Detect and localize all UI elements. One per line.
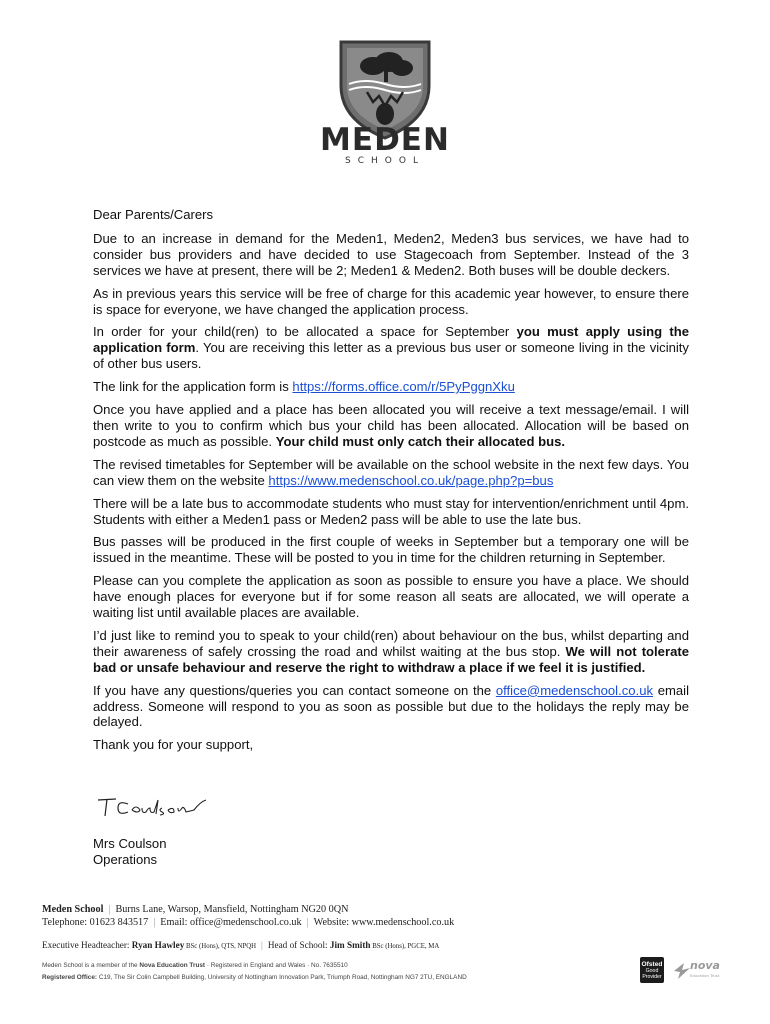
paragraph-allocation bbox=[93, 402, 689, 450]
text: I’d just like to remind you to speak to your child(ren) about behaviour on the bus, whilst departing and their awareness of safely crossing the road and whilst waiting at the bus stop. bbox=[93, 627, 689, 659]
ofsted-grade: Good bbox=[645, 968, 659, 974]
registered-office-label: Registered Office: bbox=[42, 974, 98, 981]
signoff-block bbox=[93, 836, 167, 868]
paragraph-late-bus: There will be a late bus to accommodate students who must stay for intervention/enrichment until 4pm. Students with either a Meden1 pass or Meden2 pass will be able to use the late bus. bbox=[93, 495, 689, 527]
letterhead-footer bbox=[42, 903, 742, 950]
trust-name: Nova Education Trust bbox=[139, 962, 206, 969]
footer-contact-line bbox=[42, 916, 742, 929]
greeting: Dear Parents/Carers bbox=[93, 207, 214, 222]
trust-line bbox=[42, 960, 467, 972]
text: email address. Someone will respond to you as soon as possible but due to the holidays the reply may be delayed. bbox=[93, 682, 689, 730]
emphasis: We will not tolerate bad or unsafe behaviour and reserve the right to withdraw a place if we feel it is justified. bbox=[93, 643, 689, 675]
text: The revised timetables for September will be available on the school website in the next few days. You can view them on the website bbox=[93, 456, 689, 488]
emphasis: Your child must only catch their allocated bus. bbox=[275, 433, 566, 449]
exec-head-quals: BSc (Hons), QTS, NPQH bbox=[184, 943, 257, 950]
text: The link for the application form is bbox=[93, 379, 293, 395]
paragraph-free-service: As in previous years this service will be free of charge for this academic year however, to ensure there is space for everyone, we have changed the application process. bbox=[93, 285, 689, 317]
footer-telephone: Telephone: 01623 843517 bbox=[42, 917, 149, 928]
letter-body bbox=[93, 207, 689, 760]
footer-email: Email: office@medenschool.co.uk bbox=[160, 917, 302, 928]
separator: | bbox=[261, 940, 263, 950]
bus-page-link[interactable]: https://www.medenschool.co.uk/page.php?p=bus bbox=[268, 472, 554, 488]
thanks-line: Thank you for your support, bbox=[93, 737, 254, 753]
application-form-link[interactable]: https://forms.office.com/r/5PyPggnXku bbox=[292, 379, 515, 395]
signer-name: Mrs Coulson bbox=[93, 836, 167, 851]
paragraph-demand: Due to an increase in demand for the Meden1, Meden2, Meden3 bus services, we have had to consider bus providers and have decided to use Stagecoach from September. Instead of the 3 services we have at present, there will be 2; Meden1 & Meden2. Both buses will be double deckers. bbox=[93, 230, 689, 278]
text: Meden School is a member of the bbox=[42, 962, 140, 969]
paragraph-complete-soon: Please can you complete the application as soon as possible to ensure you have a place. We should have enough places for everyone but if for some reason all seats are allocated, we will operate a waiting list until available places are available. bbox=[93, 573, 689, 621]
separator: | bbox=[108, 904, 111, 915]
footer-address: Burns Lane, Warsop, Mansfield, Nottingham NG20 0QN bbox=[115, 904, 349, 915]
school-subtitle: SCHOOL bbox=[345, 156, 425, 166]
nova-brand-subtitle: Education Trust bbox=[690, 973, 720, 978]
separator: | bbox=[306, 917, 309, 928]
registered-office-line bbox=[42, 972, 467, 984]
paragraph-form-link bbox=[93, 379, 689, 395]
paragraph-bus-passes: Bus passes will be produced in the first couple of weeks in September but a temporary one will be issued in the meantime. These will be posted to you in time for the children returning in September. bbox=[93, 534, 689, 566]
exec-head-name: Ryan Hawley bbox=[131, 940, 185, 950]
head-of-school-name: Jim Smith bbox=[329, 940, 371, 950]
paragraph-contact bbox=[93, 683, 689, 731]
text: · Registered in England and Wales · No. 7635510 bbox=[205, 962, 348, 969]
ofsted-provider: Provider bbox=[642, 974, 662, 980]
emphasis: you must apply using the application form bbox=[93, 324, 689, 356]
separator: | bbox=[153, 917, 156, 928]
ofsted-badge bbox=[640, 957, 664, 983]
text: . You are receiving this letter as a previous bus user or someone living in the vicinity of other bus users. bbox=[93, 340, 689, 372]
paragraph-apply bbox=[93, 324, 689, 372]
ofsted-label: Ofsted bbox=[641, 961, 663, 968]
paragraph-timetables bbox=[93, 457, 689, 489]
paragraph-behaviour bbox=[93, 628, 689, 676]
registered-office-address: C19, The Sir Colin Campbell Building, University of Nottingham Innovation Park, Triumph Road, Nottingham NG7 2TU, ENGLAND bbox=[97, 974, 467, 981]
office-email-link[interactable]: office@medenschool.co.uk bbox=[495, 682, 654, 698]
head-of-school-quals: BSc (Hons), PGCE, MA bbox=[370, 943, 440, 950]
school-name: MEDEN bbox=[320, 122, 450, 158]
signer-role: Operations bbox=[93, 851, 158, 867]
footer-school-name: Meden School bbox=[42, 904, 104, 915]
handwritten-signature bbox=[94, 792, 214, 820]
footer-website: Website: www.medenschool.co.uk bbox=[313, 917, 455, 928]
exec-head-label: Executive Headteacher: bbox=[42, 940, 132, 950]
footer-staff-line bbox=[42, 940, 742, 950]
nova-brand-text: nova bbox=[690, 959, 720, 972]
text: Once you have applied and a place has been allocated you will receive a text message/email. I will then write to you to confirm which bus your child has been allocated. Allocation will be based on postcode as much as possible. bbox=[93, 402, 689, 449]
footer-address-line bbox=[42, 903, 742, 916]
text: If you have any questions/queries you can contact someone on the bbox=[93, 682, 496, 698]
footer-legal bbox=[42, 960, 467, 984]
head-of-school-label: Head of School: bbox=[267, 940, 330, 950]
text: In order for your child(ren) to be allocated a space for September bbox=[93, 324, 517, 340]
